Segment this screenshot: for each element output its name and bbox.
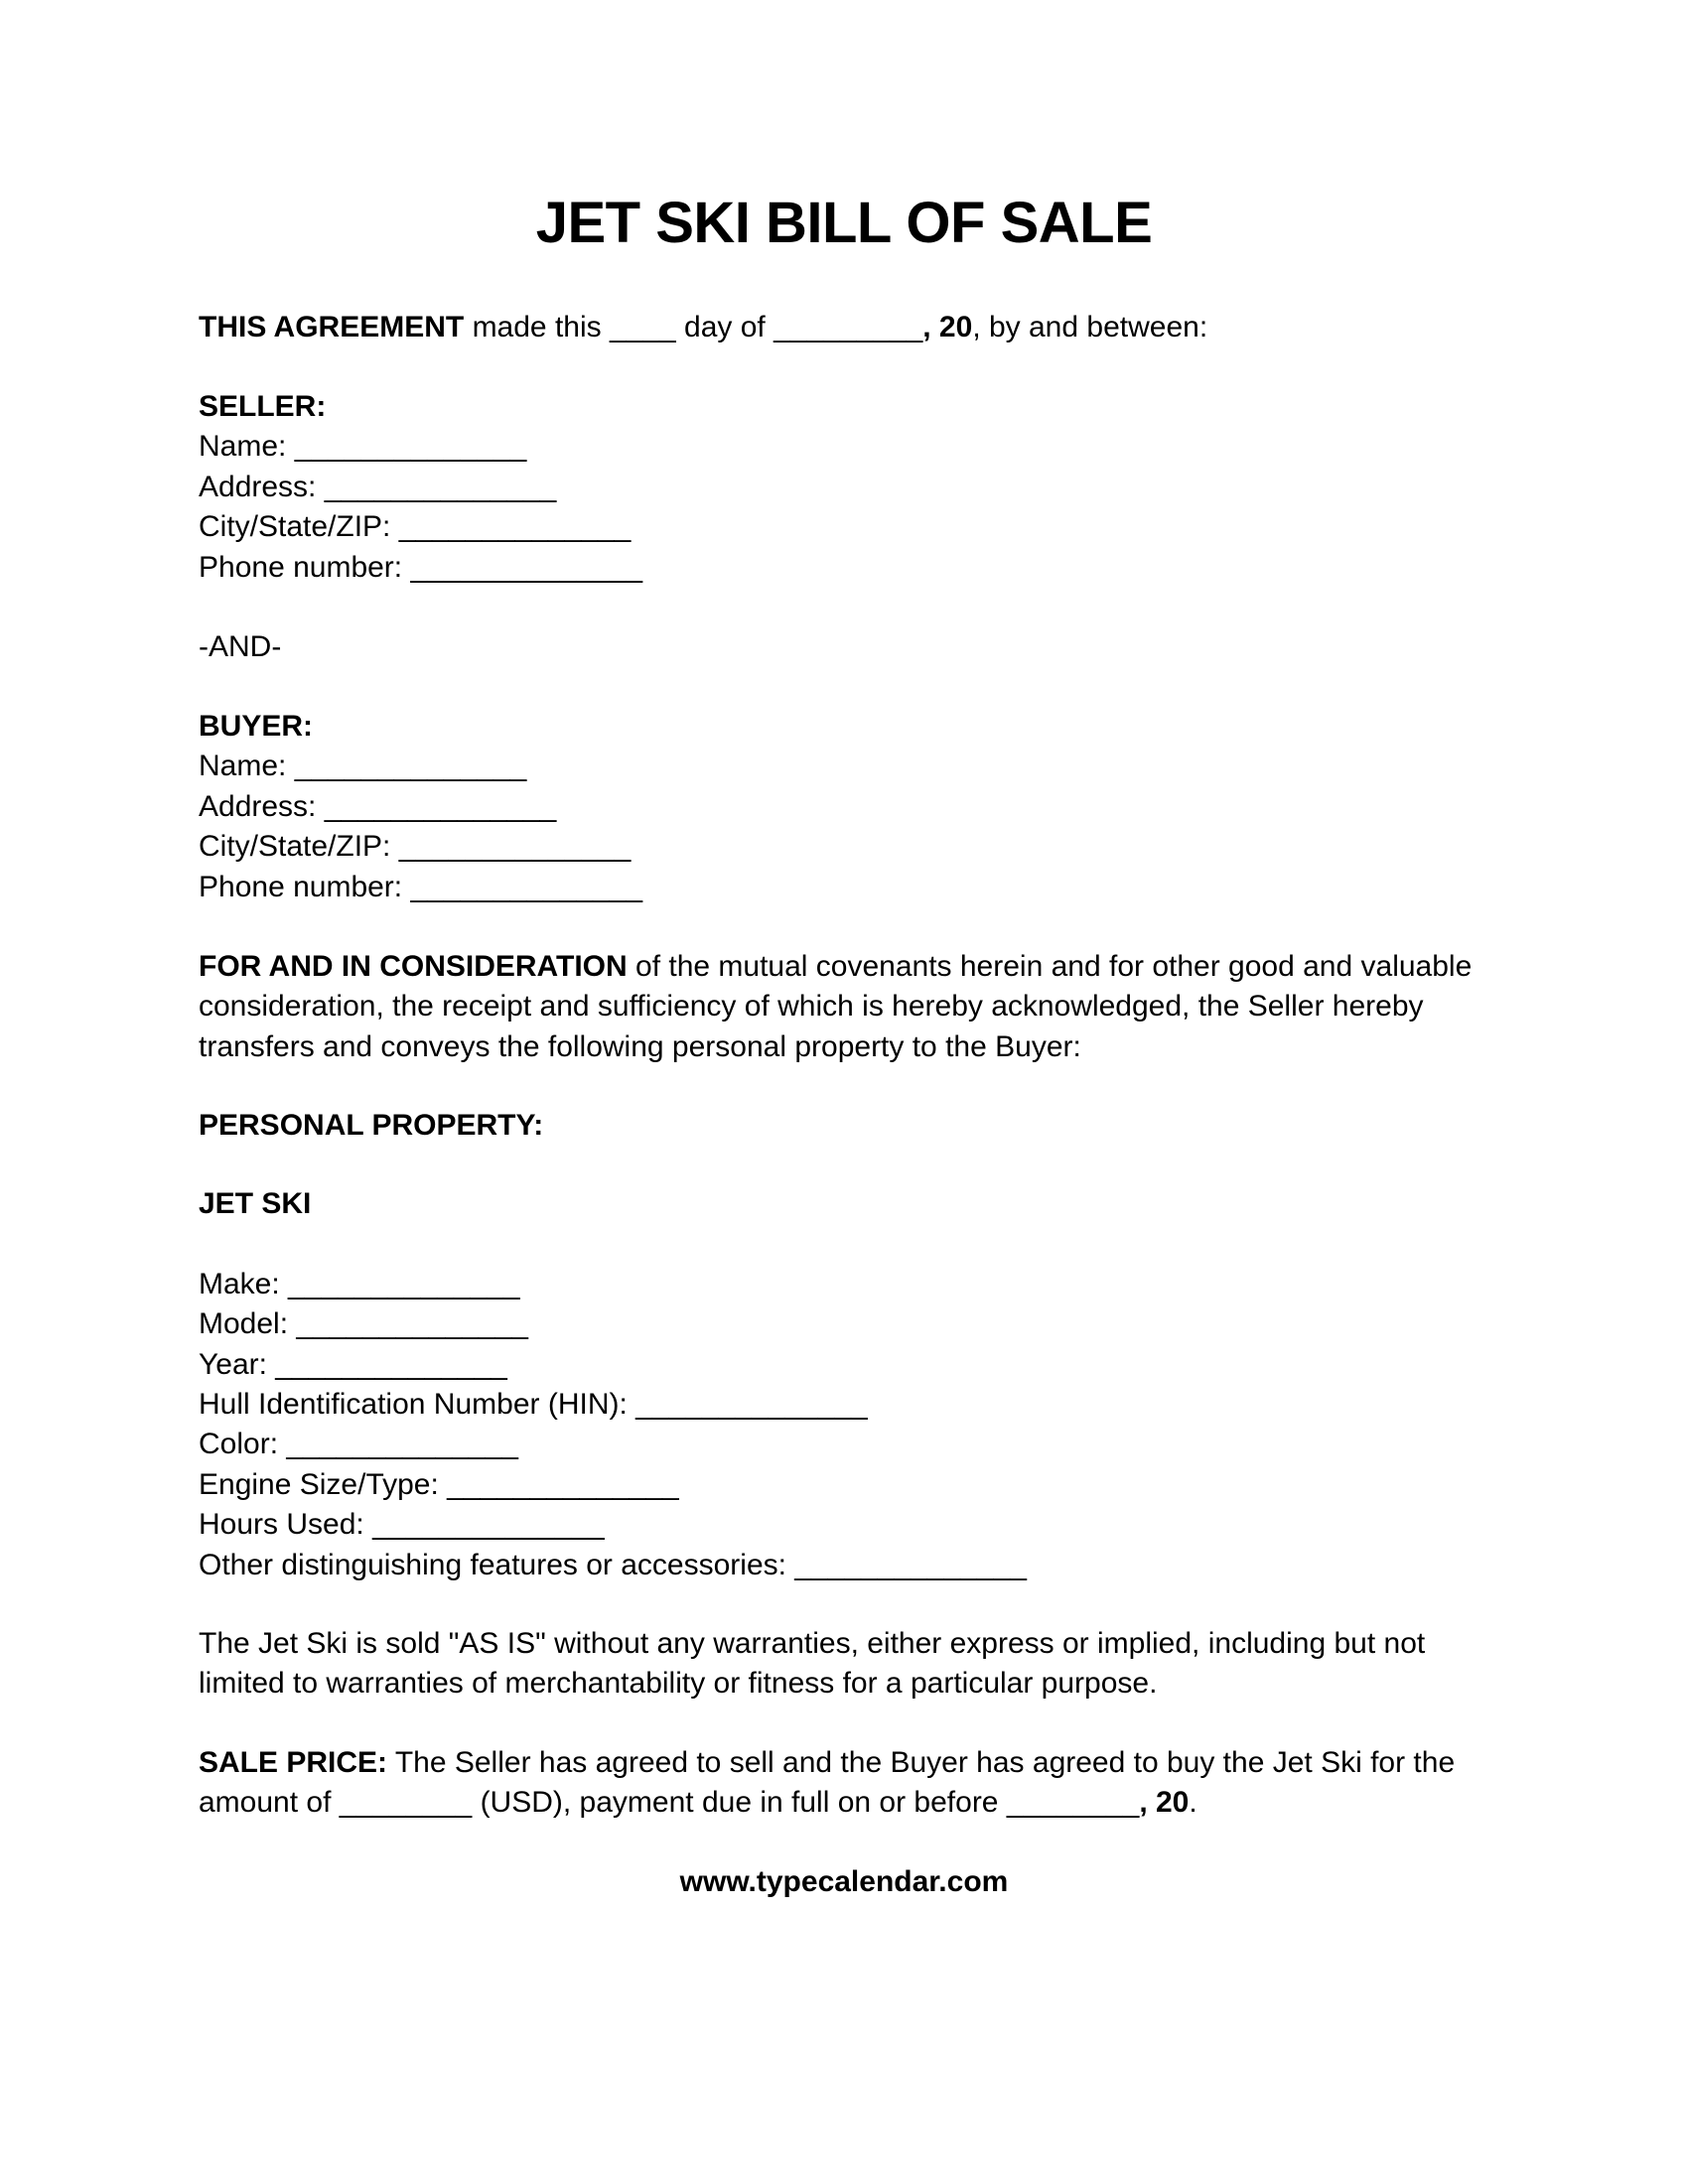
consideration-lead: FOR AND IN CONSIDERATION [199,950,628,983]
intro-text-2: , by and between: [972,311,1208,343]
consideration-line-3: transfers and conveys the following personal property to the Buyer: [199,1029,1081,1063]
jet-ski-model-field: Model: ______________ [199,1307,528,1341]
consideration-line-1: of the mutual covenants herein and for other good and valuable [627,950,1473,983]
buyer-phone-field: Phone number: ______________ [199,870,643,903]
jet-ski-features-field: Other distinguishing features or accessories: ______________ [199,1548,1027,1581]
document-title: JET SKI BILL OF SALE [535,191,1153,255]
as-is-line-2: limited to warranties of merchantability or fitness for a particular purpose. [199,1667,1158,1701]
seller-phone-field: Phone number: ______________ [199,550,643,584]
as-is-paragraph [199,1624,1489,1705]
seller-address-field: Address: ______________ [199,470,557,503]
and-separator-text: -AND- [199,630,282,663]
jet-ski-heading: JET SKI [199,1187,312,1220]
buyer-name-field: Name: ______________ [199,750,527,783]
and-separator [199,627,1489,667]
consideration-line-2: consideration, the receipt and sufficiency of which is hereby acknowledged, the Seller hereby [199,990,1424,1024]
consideration-paragraph [199,947,1489,1067]
sale-price-year: , 20 [1139,1786,1190,1820]
seller-heading: SELLER: [199,390,327,423]
sale-price-paragraph [199,1743,1489,1824]
jet-ski-section [199,1184,1489,1585]
buyer-city-field: City/State/ZIP: ______________ [199,830,632,864]
jet-ski-engine-field: Engine Size/Type: ______________ [199,1467,679,1501]
as-is-line-1: The Jet Ski is sold "AS IS" without any warranties, either express or implied, including but not [199,1627,1426,1660]
jet-ski-hours-field: Hours Used: ______________ [199,1508,605,1542]
sale-price-end: . [1189,1786,1197,1820]
jet-ski-hin-field: Hull Identification Number (HIN): ______________ [199,1387,868,1421]
intro-text-1: made this ____ day of _________ [464,311,923,343]
sale-price-line-1: The Seller has agreed to sell and the Buyer has agreed to buy the Jet Ski for the [387,1746,1456,1779]
personal-property-heading-text: PERSONAL PROPERTY: [199,1109,544,1142]
intro-paragraph [199,308,1489,347]
personal-property-heading [199,1106,1489,1146]
sale-price-lead: SALE PRICE: [199,1746,388,1779]
buyer-heading: BUYER: [199,710,314,743]
intro-year: , 20 [922,311,973,343]
buyer-address-field: Address: ______________ [199,789,557,823]
seller-section [199,387,1489,588]
seller-name-field: Name: ______________ [199,430,527,464]
jet-ski-make-field: Make: ______________ [199,1267,520,1300]
footer-website: www.typecalendar.com [679,1865,1009,1898]
sale-price-line-2: amount of ________ (USD), payment due in full on or before ________ [199,1786,1140,1820]
jet-ski-year-field: Year: ______________ [199,1347,507,1381]
seller-city-field: City/State/ZIP: ______________ [199,510,632,544]
jet-ski-color-field: Color: ______________ [199,1428,518,1461]
buyer-section [199,707,1489,907]
intro-lead: THIS AGREEMENT [199,311,465,343]
